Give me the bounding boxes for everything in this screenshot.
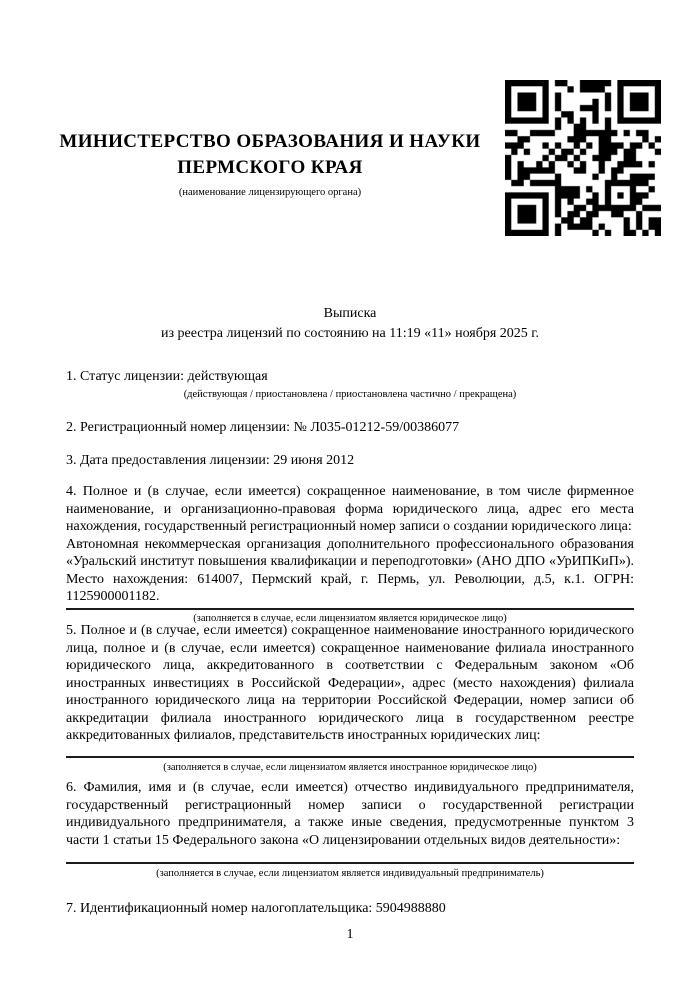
license-grant-date-line: 3. Дата предоставления лицензии: 29 июня 2012 (66, 453, 355, 468)
legal-entity-caption: (заполняется в случае, если лицензиатом является юридическое лицо) (193, 612, 507, 624)
document-title (0, 304, 700, 344)
foreign-entity-section (66, 622, 634, 774)
legal-entity-question: 4. Полное и (в случае, если имеется) сокращенное наименование, в том числе фирменное наименование, и организационно-правовая форма юридического лица, адрес его места нахождения, государственный регистрационный номер записи о создании юридического лица: (66, 484, 634, 534)
foreign-entity-question: 5. Полное и (в случае, если имеется) сокращенное наименование иностранного юридического лица, полное и (в случае, если имеется) сокращенное наименование филиала иностранного юридического лица, аккредитованного в соответствии с Федеральным законом «Об иностранных инвестициях в Российской Федерации», адрес (место нахождения) филиала иностранного юридического лица на территории Российской Федерации, номер записи об аккредитации филиала иностранного юридического лица в государственном реестре аккредитованных филиалов, представительств иностранных юридических лиц: (66, 623, 634, 743)
entrepreneur-question: 6. Фамилия, имя и (в случае, если имеется) отчество индивидуального предпринимателя, государственный регистрационный номер записи о государственной регистрации индивидуального предпринимателя, а также иные сведения, предусмотренные пунктом 3 части 1 статьи 15 Федерального закона «О лицензировании отдельных видов деятельности»: (66, 780, 634, 848)
ministry-header (40, 129, 500, 199)
foreign-entity-caption: (заполняется в случае, если лицензиатом является иностранное юридическое лицо) (163, 761, 537, 773)
entrepreneur-section (66, 779, 634, 880)
license-reg-number-line: 2. Регистрационный номер лицензии: № Л035-01212-59/00386077 (66, 420, 460, 435)
legal-entity-answer: Автономная некоммерческая организация дополнительного профессионального образования «Уральский институт повышения квалификации и переподготовки» (АНО ДПО «УрИПКиП»). Место нахождения: 614007, Пермский край, г. Пермь, ул. Революции, д.5, к.1. ОГРН: 1125900001182. (66, 536, 634, 604)
qr-code (505, 80, 661, 236)
page-number: 1 (346, 927, 354, 942)
legal-entity-underline (66, 608, 634, 610)
document-title-line1: Выписка (323, 306, 377, 321)
entrepreneur-underline (66, 862, 634, 864)
licensing-authority-caption: (наименование лицензирующего органа) (178, 187, 362, 198)
ministry-name-line2: ПЕРМСКОГО КРАЯ (177, 157, 363, 178)
license-status-line: 1. Статус лицензии: действующая (66, 369, 268, 384)
document-title-line2: из реестра лицензий по состоянию на 11:19 «11» ноября 2025 г. (161, 326, 539, 341)
status-options-caption: (действующая / приостановлена / приостановлена частично / прекращена) (183, 389, 517, 400)
entrepreneur-caption: (заполняется в случае, если лицензиатом является индивидуальный предприниматель) (156, 868, 544, 879)
foreign-entity-underline (66, 756, 634, 758)
taxpayer-id-line: 7. Идентификационный номер налогоплательщика: 5904988880 (66, 901, 446, 916)
ministry-name-line1: МИНИСТЕРСТВО ОБРАЗОВАНИЯ И НАУКИ (59, 131, 481, 152)
legal-entity-section (66, 483, 634, 625)
